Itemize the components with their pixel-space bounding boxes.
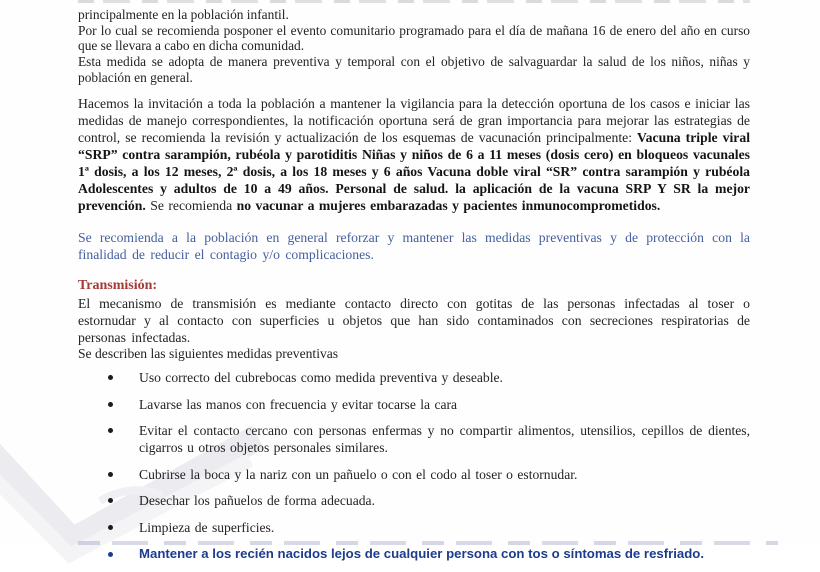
bullet-icon [108,472,113,477]
intro-section [78,7,750,86]
bullet-icon [108,375,113,380]
vaccination-run: Se recomienda [150,198,237,213]
list-item [78,545,750,562]
transmission-paragraph: El mecanismo de transmisión es mediante contacto directo con gotitas de las personas infectadas al toser o estornudar y al contacto con superficies u objetos que han sido contaminados con secreciones respiratorias de personas infectadas. [78,296,750,345]
vaccination-run-bold: no vacunar a mujeres embarazadas y pacientes inmunocomprometidos. [236,198,661,213]
bullet-icon [108,498,113,503]
list-item-text: Mantener a los recién nacidos lejos de cualquier persona con tos o síntomas de resfriado. [139,546,705,561]
list-item-text: Lavarse las manos con frecuencia y evitar tocarse la cara [139,396,458,412]
vaccination-run: Hacemos la invitación a toda la población a mantener la vigilancia para la detección oportuna de los casos e iniciar las medidas de manejo correspondientes, la notificación oportuna será de gran importancia para mejorar las estrategias de control, se recomienda la revisión y actualización de los esquemas de vacunación principalmente: [78,96,750,145]
measures-intro: Se describen las siguientes medidas preventivas [78,346,339,361]
clipped-text-top [78,0,750,3]
bullet-icon [108,552,113,557]
bullet-icon [108,402,113,407]
list-item [78,422,750,456]
intro-paragraph: Por lo cual se recomienda posponer el evento comunitario programado para el día de mañana 16 de enero del año en curso que se llevara a cabo en dicha comunidad. [78,22,750,54]
measures-list [78,369,750,572]
list-item-text: Uso correcto del cubrebocas como medida preventiva y deseable. [139,370,503,385]
bullet-list [78,369,750,562]
list-item-text: Evitar el contacto cercano con personas enfermas y no compartir alimentos, utensilios, cepillos de dientes, cigarros u otros objetos personales similares. [139,423,750,455]
list-item [78,466,750,483]
vaccination-section [78,95,750,214]
vaccination-run-bold: Vacuna triple viral “SRP” contra sarampión, rubéola y parotiditis Niñas y niños de 6 a 11 meses (dosis cero) en bloqueos vacunales 1ª dosis, a los 12 meses, 2ª dosis, a los 18 meses y 6 años Vacuna doble viral “SR” contra sarampión y rubéola Adolescentes y adultos de 10 a 49 años. Personal de salud. la aplicación de la vacuna SRP Y SR la mejor prevención. [78,130,750,213]
bullet-icon [108,525,113,530]
transmission-heading: Transmisión: [78,278,158,293]
list-item [78,369,750,386]
vaccination-paragraph [78,95,750,214]
list-item-text: Desechar los pañuelos de forma adecuada. [139,493,375,508]
list-item [78,519,750,536]
transmission-section [78,295,750,346]
recommendation-paragraph: Se recomienda a la población en general reforzar y mantener las medidas preventivas y de protección con la finalidad de reducir el contagio y/o complicaciones. [78,230,750,262]
list-item-text: Cubrirse la boca y la nariz con un pañuelo o con el codo al toser o estornudar. [139,466,578,482]
list-item [78,396,750,413]
list-item [78,492,750,509]
list-item-text: Limpieza de superficies. [139,519,275,535]
bullet-icon [108,428,113,433]
recommendation-section [78,229,750,263]
intro-paragraph: Esta medida se adopta de manera preventiva y temporal con el objetivo de salvaguardar la salud de los niños, niñas y población en general. [78,54,750,85]
intro-paragraph: principalmente en la población infantil. [78,7,289,22]
